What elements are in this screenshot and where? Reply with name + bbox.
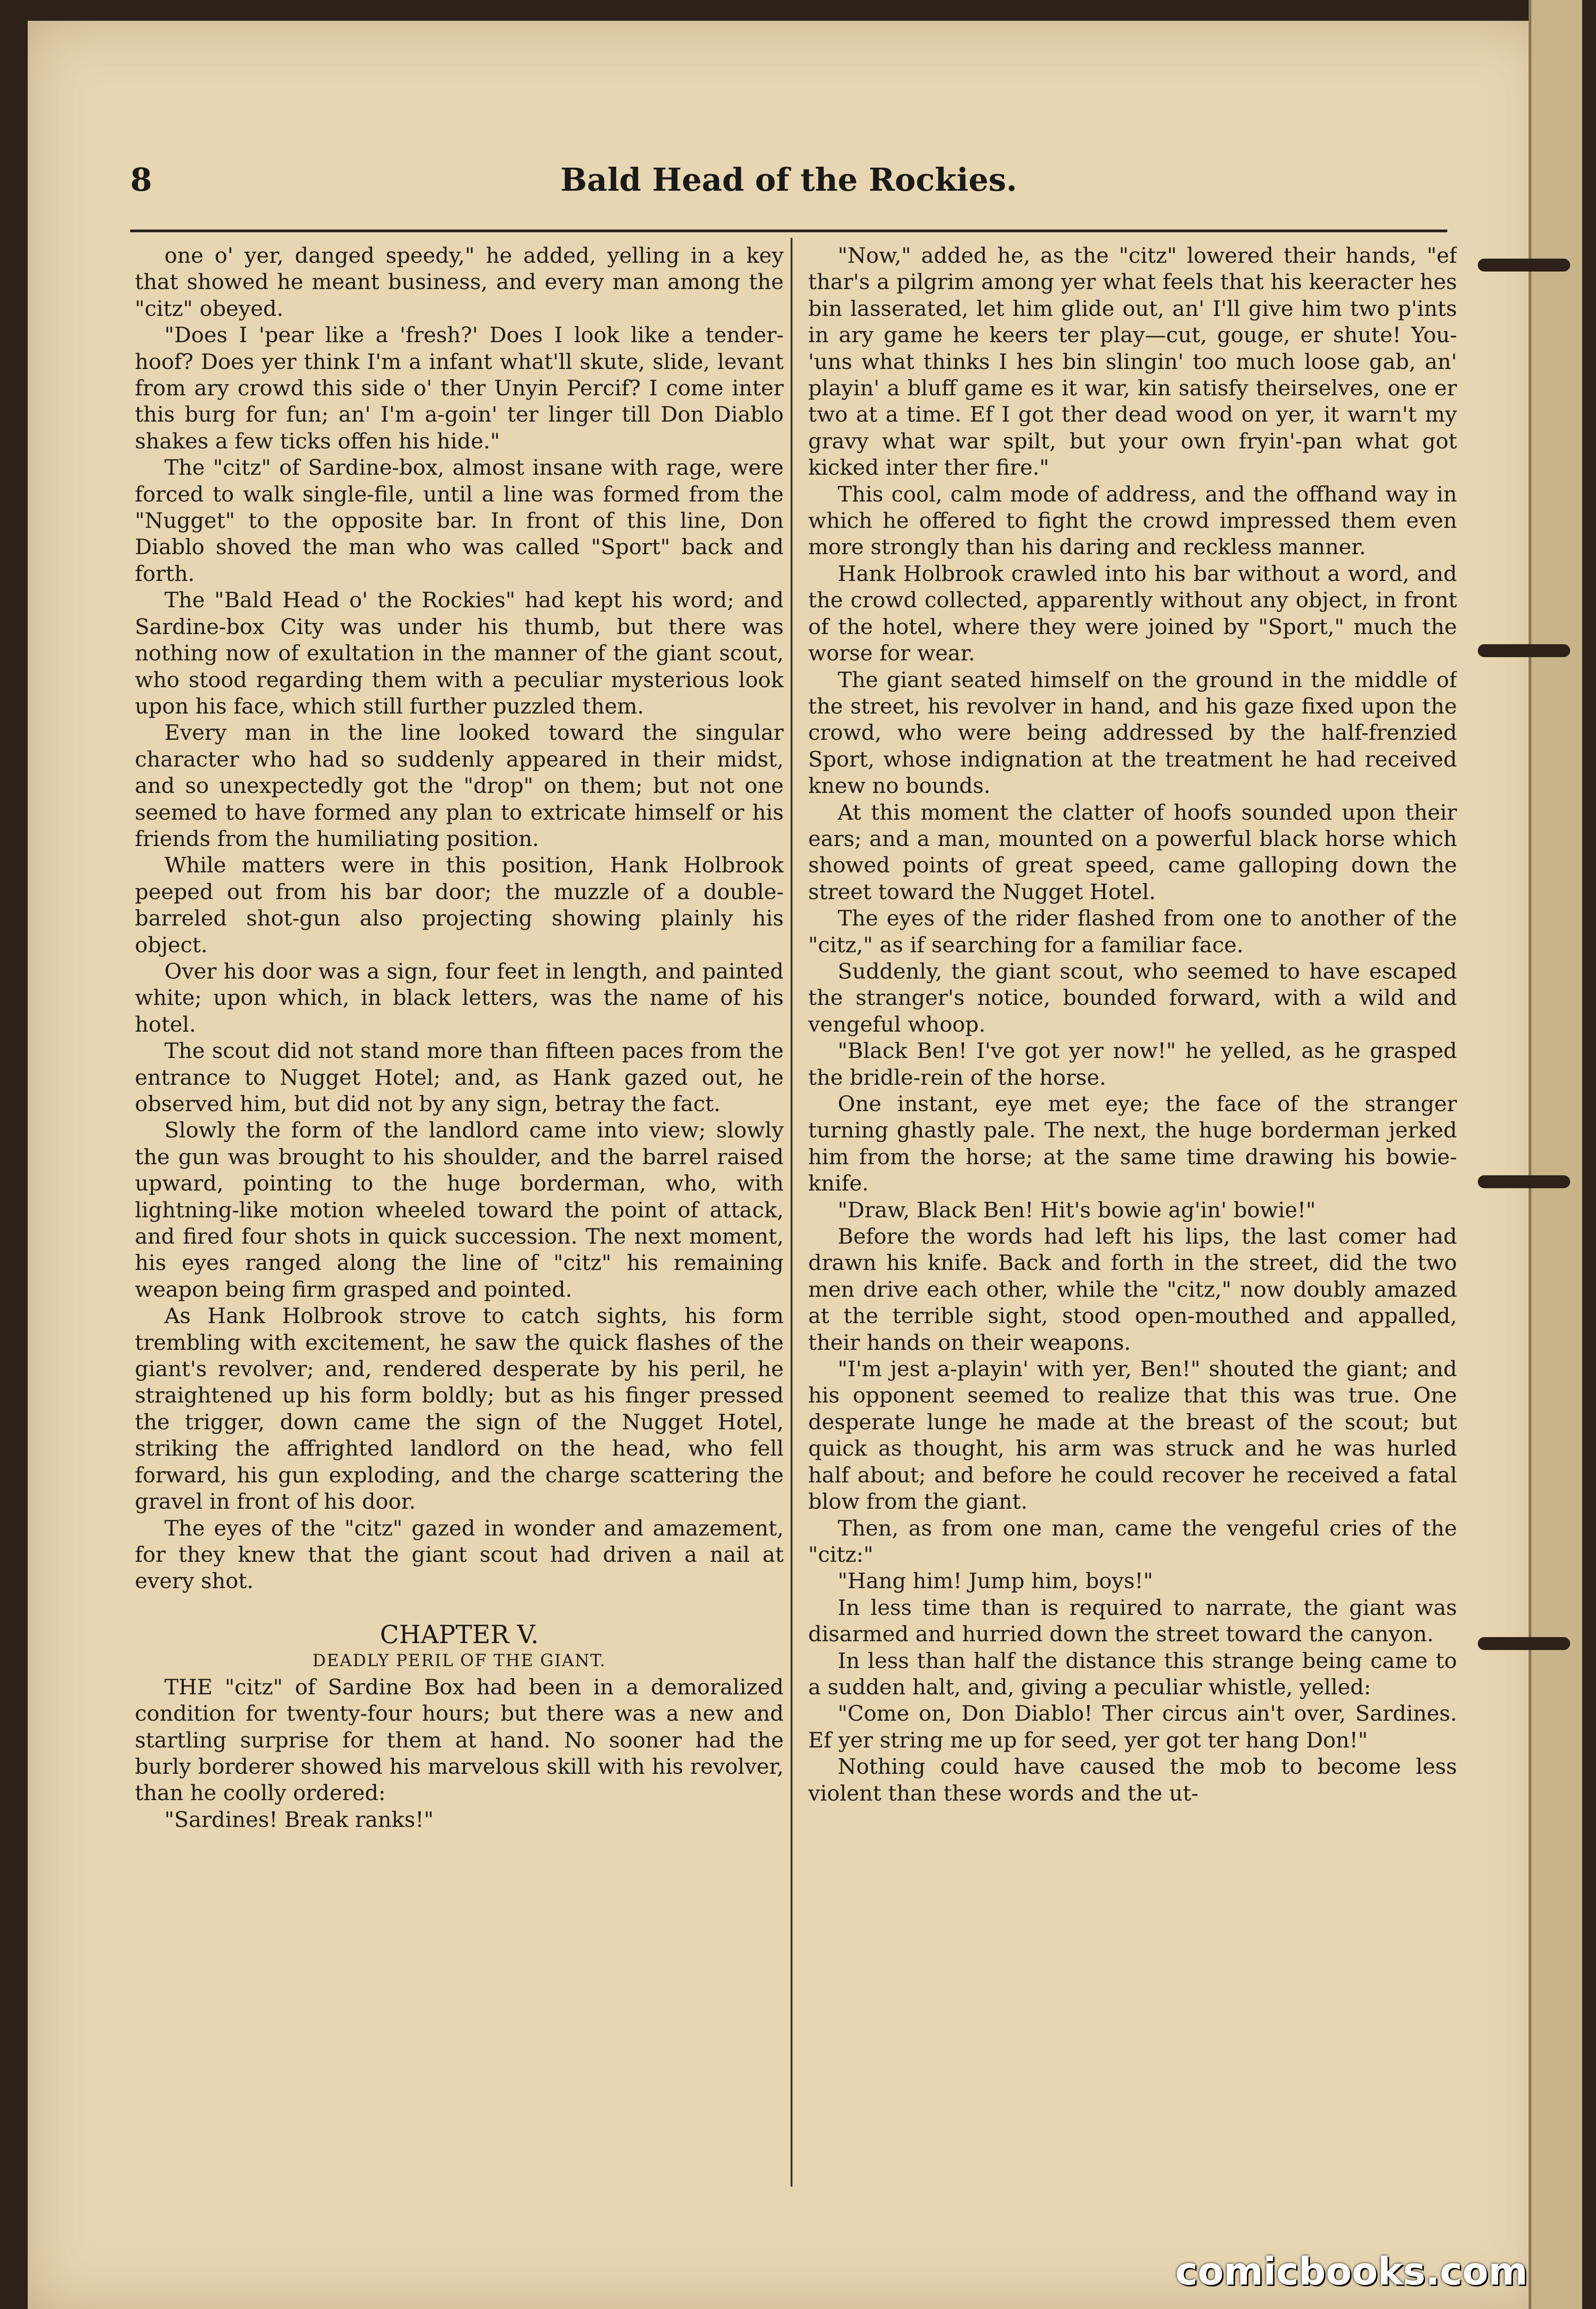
paragraph: At this moment the clatter of hoofs sounded upon their ears; and a man, mounted on a powerful black horse which showed points of great speed, came galloping down the street toward the Nugget Hotel.	[808, 799, 1457, 904]
paragraph: THE "citz" of Sardine Box had been in a demoralized condition for twenty-four hours; but there was a new and startling surprise for them at hand. No sooner had the burly borderer showed his marvelous skill with his revolver, than he coolly ordered:	[135, 1674, 784, 1806]
paragraph: The giant seated himself on the ground in the middle of the street, his revolver in hand, and his gaze fixed upon the crowd, who were being addressed by the half-frenzied Sport, whose indignation at the treatment he had received knew no bounds.	[808, 667, 1457, 798]
paragraph: "I'm jest a-playin' with yer, Ben!" shouted the giant; and his opponent seemed to realize that this was true. One desperate lunge he made at the breast of the scout; but quick as thought, his arm was struck and he was hurled half about; and before he could recover he received a fatal blow from the giant.	[808, 1356, 1457, 1514]
right-column-paragraphs	[808, 242, 1457, 1807]
binding-spine	[1529, 0, 1582, 2309]
paragraph: In less than half the distance this strange being came to a sudden halt, and, giving a peculiar whistle, yelled:	[808, 1648, 1457, 1699]
paragraph: The scout did not stand more than fifteen paces from the entrance to Nugget Hotel; and, as Hank gazed out, he observed him, but did not by any sign, betray the fact.	[135, 1038, 784, 1116]
paragraph: Over his door was a sign, four feet in length, and painted white; upon which, in black letters, was the name of his hotel.	[135, 958, 784, 1037]
page-number: 8	[130, 162, 152, 199]
binding-stitch	[1478, 259, 1570, 272]
paragraph: "Sardines! Break ranks!"	[164, 1807, 434, 1832]
paragraph: One instant, eye met eye; the face of the stranger turning ghastly pale. The next, the huge borderman jerked him from the horse; at the same time drawing his bowie-knife.	[808, 1091, 1457, 1196]
paragraph: "Now," added he, as the "citz" lowered their hands, "ef thar's a pilgrim among yer what feels that his keeracter hes bin lasserated, let him glide out, an' I'll give him two p'ints in ary game he keers ter play—cut, gouge, er shute! You-'uns what thinks I hes bin slingin' too much loose gab, an' playin' a bluff game es it war, kin satisfy theirselves, one er two at a time. Ef I got ther dead wood on yer, it warn't my gravy what war spilt, but your own fryin'-pan what got kicked inter ther fire."	[808, 243, 1457, 480]
paragraph: The "Bald Head o' the Rockies" had kept his word; and Sardine-box City was under his thumb, but there was nothing now of exultation in the manner of the giant scout, who stood regarding them with a peculiar mysterious look upon his face, which still further puzzled them.	[135, 587, 784, 719]
right-column	[808, 242, 1457, 2182]
paragraph: "Black Ben! I've got yer now!" he yelled, as he grasped the bridle-rein of the horse.	[808, 1038, 1457, 1090]
paragraph: one o' yer, danged speedy," he added, yelling in a key that showed he meant business, and every man among the "citz" obeyed.	[135, 243, 784, 321]
column-divider	[791, 238, 792, 2187]
chapter-paragraphs	[135, 1674, 784, 1833]
paragraph: "Does I 'pear like a 'fresh?' Does I look like a tender-hoof? Does yer think I'm a infant what'll skute, slide, levant from ary crowd this side o' ther Unyin Percif? I come inter this burg for fun; an' I'm a-goin' ter linger till Don Diablo shakes a few ticks offen his hide."	[135, 322, 784, 453]
binding-stitch	[1478, 1637, 1570, 1650]
left-column-paragraphs	[135, 242, 784, 1595]
running-title: Bald Head of the Rockies.	[560, 162, 1017, 199]
chapter-subheading: DEADLY PERIL OF THE GIANT.	[312, 1651, 606, 1670]
header-rule	[130, 230, 1447, 232]
paragraph: The eyes of the rider flashed from one to another of the "citz," as if searching for a familiar face.	[808, 906, 1457, 957]
watermark: comicbooks.com	[1175, 2250, 1528, 2294]
binding-stitch	[1478, 1175, 1570, 1188]
chapter-heading: CHAPTER V.	[380, 1620, 539, 1649]
paragraph: Slowly the form of the landlord came into view; slowly the gun was brought to his shoulder, and the barrel raised upward, pointing to the huge borderman, who, with lightning-like motion wheeled toward the point of attack, and fired four shots in quick succession. The next moment, his eyes ranged along the line of "citz" his remaining weapon being firm grasped and pointed.	[135, 1118, 784, 1302]
paragraph: While matters were in this position, Hank Holbrook peeped out from his bar door; the muzzle of a double-barreled shot-gun also projecting showing plainly his object.	[135, 852, 784, 957]
binding-stitch	[1478, 644, 1570, 657]
paragraph: In less time than is required to narrate, the giant was disarmed and hurried down the street toward the canyon.	[808, 1595, 1457, 1647]
paragraph: Then, as from one man, came the vengeful cries of the "citz:"	[808, 1515, 1457, 1567]
paragraph: "Hang him! Jump him, boys!"	[838, 1568, 1153, 1594]
paragraph: As Hank Holbrook strove to catch sights, his form trembling with excitement, he saw the quick flashes of the giant's revolver; and, rendered desperate by his peril, he straightened up his form boldly; but as his finger pressed the trigger, down came the sign of the Nugget Hotel, striking the affrighted landlord on the head, who fell forward, his gun exploding, and the charge scattering the gravel in front of his door.	[135, 1303, 784, 1514]
paragraph: "Draw, Black Ben! Hit's bowie ag'in' bowie!"	[838, 1197, 1316, 1222]
paragraph: Nothing could have caused the mob to become less violent than these words and the ut-	[808, 1754, 1457, 1806]
paragraph: Suddenly, the giant scout, who seemed to have escaped the stranger's notice, bounded forward, with a wild and vengeful whoop.	[808, 958, 1457, 1037]
paragraph: "Come on, Don Diablo! Ther circus ain't over, Sardines. Ef yer string me up for seed, yer got ter hang Don!"	[808, 1701, 1457, 1753]
paragraph: Hank Holbrook crawled into his bar without a word, and the crowd collected, apparently without any object, in front of the hotel, where they were joined by "Sport," much the worse for wear.	[808, 561, 1457, 666]
page-header	[130, 162, 1447, 212]
paragraph: The "citz" of Sardine-box, almost insane with rage, were forced to walk single-file, until a line was formed from the "Nugget" to the opposite bar. In front of this line, Don Diablo shoved the man who was called "Sport" back and forth.	[135, 455, 784, 586]
paragraph: This cool, calm mode of address, and the offhand way in which he offered to fight the crowd impressed them even more strongly than his daring and reckless manner.	[808, 481, 1457, 560]
left-column	[135, 242, 784, 2182]
book-page	[28, 21, 1553, 2309]
paragraph: The eyes of the "citz" gazed in wonder and amazement, for they knew that the giant scout had driven a nail at every shot.	[135, 1515, 784, 1594]
paragraph: Before the words had left his lips, the last comer had drawn his knife. Back and forth in the street, did the two men drive each other, while the "citz," now doubly amazed at the terrible sight, stood open-mouthed and appalled, their hands on their weapons.	[808, 1224, 1457, 1355]
paragraph: Every man in the line looked toward the singular character who had so suddenly appeared in their midst, and so unexpectedly got the "drop" on them; but not one seemed to have formed any plan to extricate himself or his friends from the humiliating position.	[135, 720, 784, 851]
